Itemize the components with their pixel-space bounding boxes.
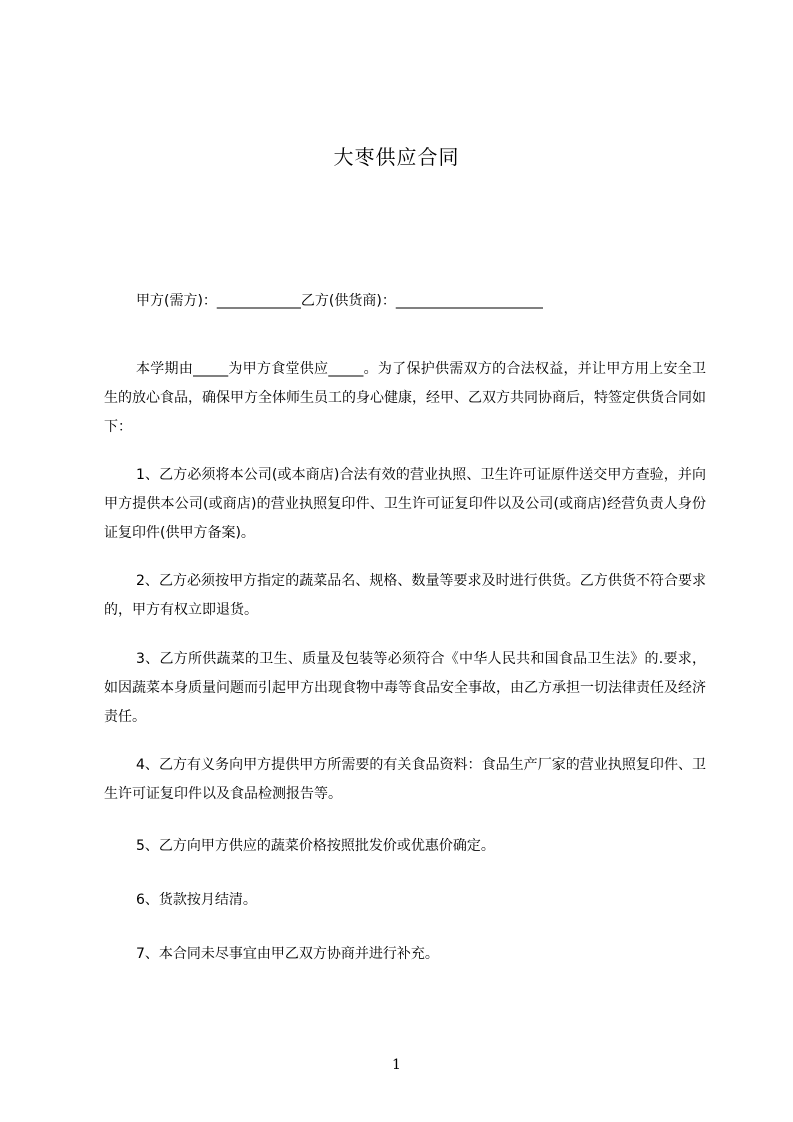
page-number: 1	[392, 1057, 401, 1073]
clause-3: 3、乙方所供蔬菜的卫生、质量及包装等必须符合《中华人民共和国食品卫生法》的.要求，如因蔬菜本身质量问题而引起甲方出现食物中毒等食品安全事故，由乙方承担一切法律责任及经济责任。	[104, 651, 706, 725]
clause-5: 5、乙方向甲方供应的蔬菜价格按照批发价或优惠价确定。	[136, 838, 495, 854]
clause-6: 6、货款按月结清。	[136, 892, 257, 908]
intro-paragraph: 本学期由_____为甲方食堂供应_____。为了保护供需双方的合法权益，并让甲方用上安全卫生的放心食品，确保甲方全体师生员工的身心健康，经甲、乙双方共同协商后，特签定供货合同如下：	[104, 361, 706, 435]
clause-7: 7、本合同未尽事宜由甲乙双方协商并进行补充。	[136, 946, 439, 962]
clause-2: 2、乙方必须按甲方指定的蔬菜品名、规格、数量等要求及时进行供货。乙方供货不符合要求的，甲方有权立即退货。	[104, 573, 706, 618]
parties-line: 甲方(需方)：____________乙方(供货商)：_____________________	[136, 293, 543, 309]
clause-1: 1、乙方必须将本公司(或本商店)合法有效的营业执照、卫生许可证原件送交甲方查验，并向甲方提供本公司(或商店)的营业执照复印件、卫生许可证复印件以及公司(或商店)经营负责人身份证复印件(供甲方备案)。	[104, 467, 706, 541]
clause-4: 4、乙方有义务向甲方提供甲方所需要的有关食品资料：食品生产厂家的营业执照复印件、卫生许可证复印件以及食品检测报告等。	[104, 757, 706, 802]
document-title: 大枣供应合同	[333, 145, 460, 169]
